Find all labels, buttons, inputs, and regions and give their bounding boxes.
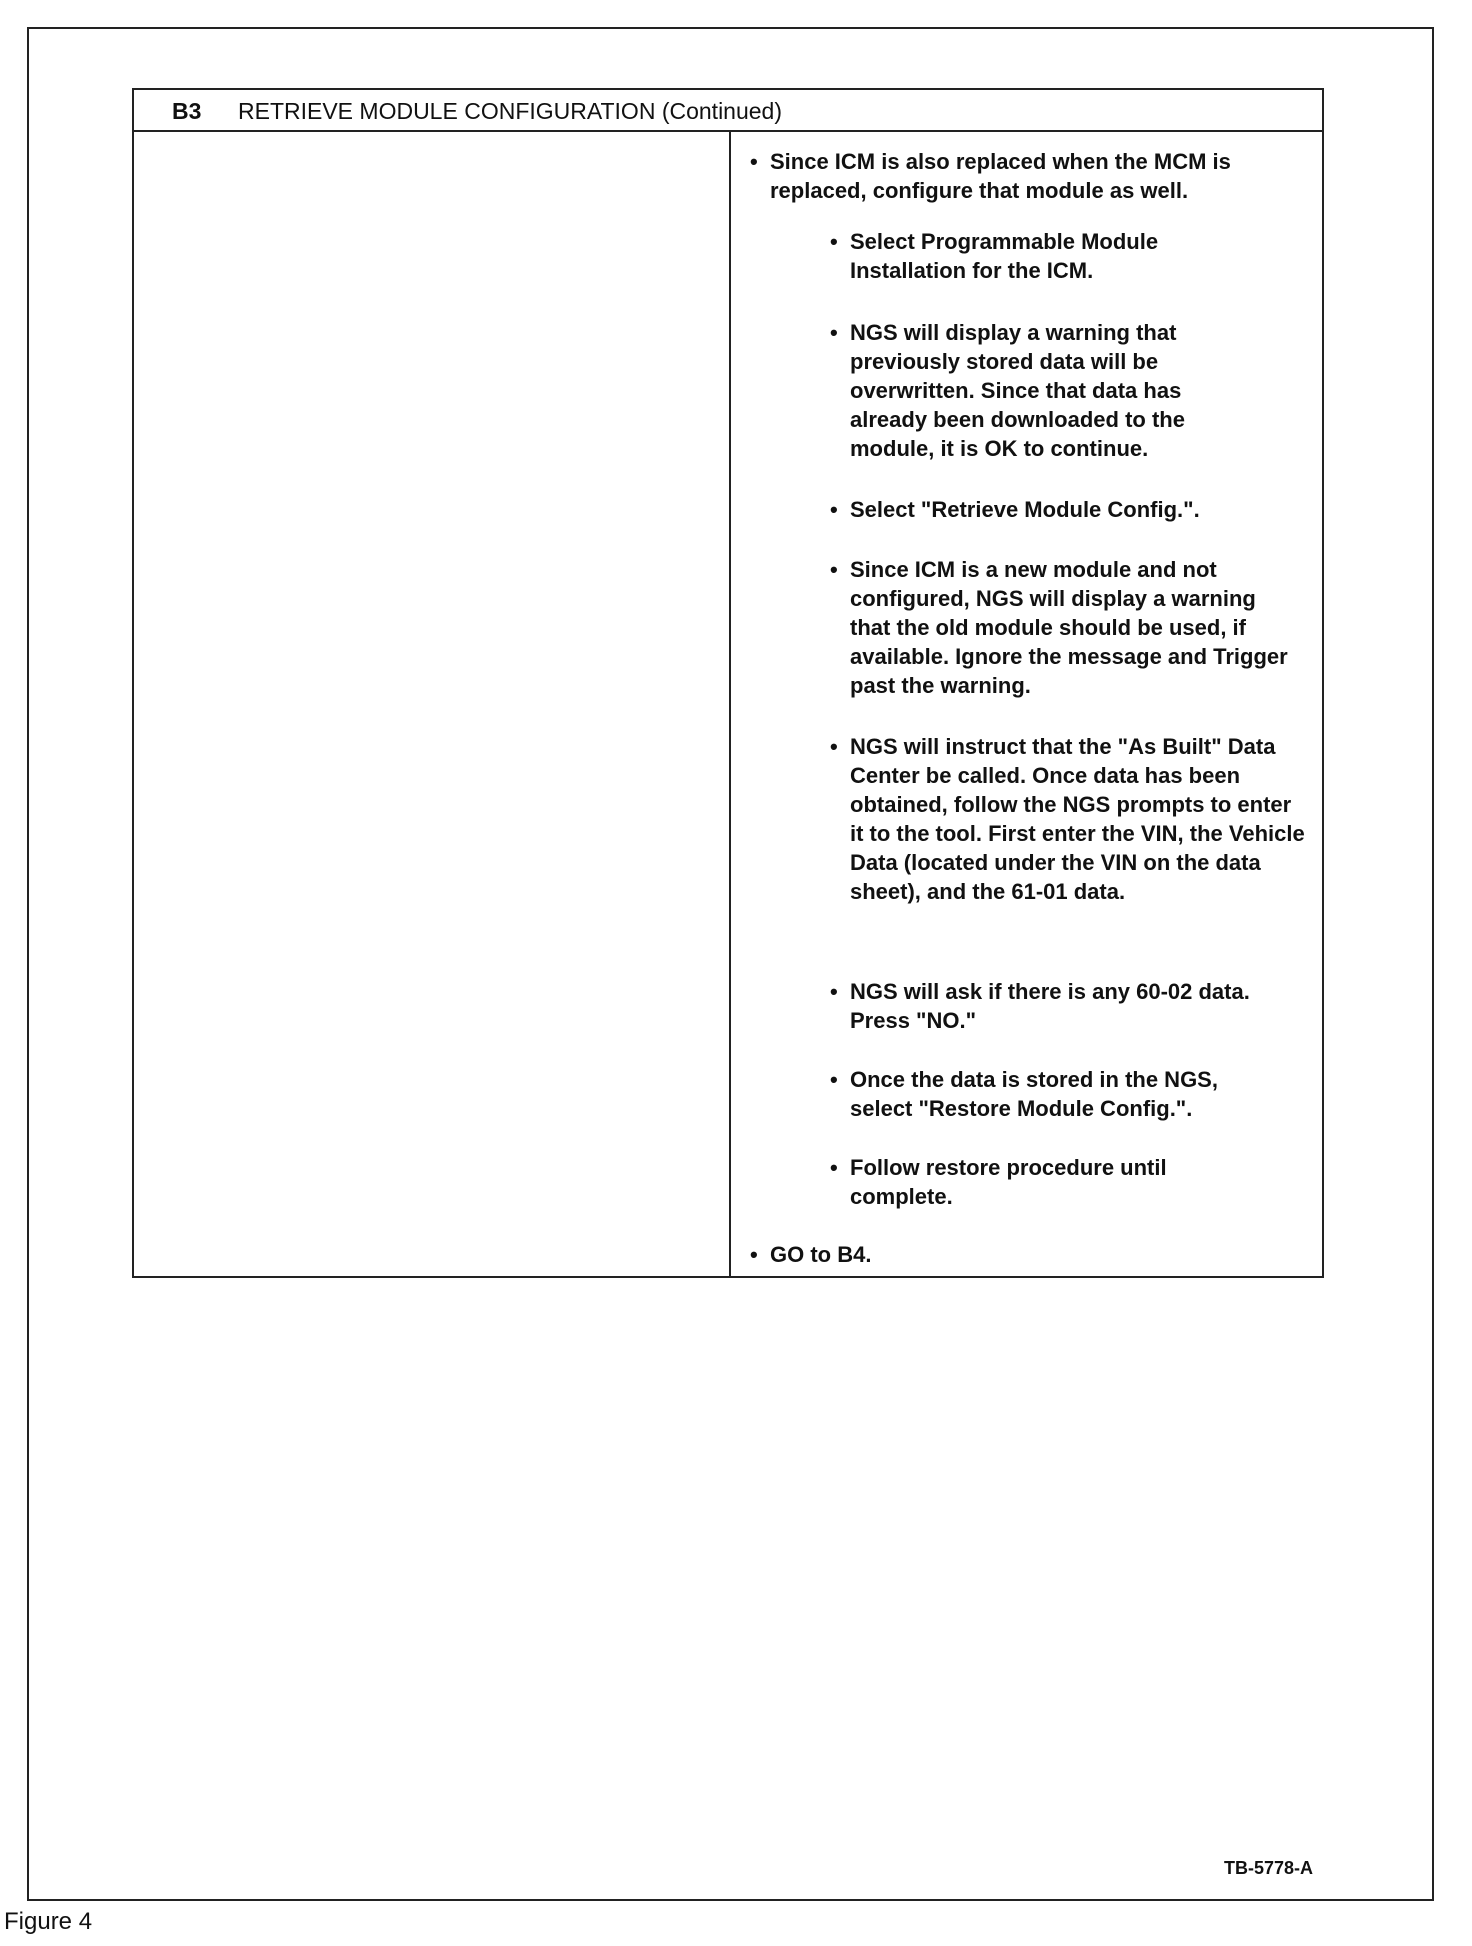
bullet: • xyxy=(830,734,838,759)
action-item: Since ICM is a new module and not configured, NGS will display a warning that the old module should be used, if available. Ignore the message and Trigger past the warning. xyxy=(850,557,1288,698)
column-divider xyxy=(729,132,731,1276)
action-item: NGS will instruct that the "As Built" Data Center be called. Once data has been obtained, follow the NGS prompts to enter it to the tool. First enter the VIN, the Vehicle Data (located under the VIN on the data sheet), and the 61-01 data. xyxy=(850,734,1305,904)
bullet: • xyxy=(750,149,758,174)
table-header xyxy=(134,90,1322,132)
bullet: • xyxy=(830,557,838,582)
step-title: RETRIEVE MODULE CONFIGURATION (Continued) xyxy=(238,98,783,124)
bullet: • xyxy=(830,979,838,1004)
action-item: NGS will display a warning that previously stored data will be overwritten. Since that data has already been downloaded to the module, it is OK to continue. xyxy=(850,320,1185,461)
bullet: • xyxy=(830,229,838,254)
figure-caption: Figure 4 xyxy=(4,1908,93,1935)
action-item: Select "Retrieve Module Config.". xyxy=(850,497,1200,522)
step-code: B3 xyxy=(172,98,202,124)
action-item: Select Programmable Module Installation for the ICM. xyxy=(850,229,1159,283)
bullet: • xyxy=(830,1067,838,1092)
action-item: GO to B4. xyxy=(770,1242,872,1267)
figure-id: TB-5778-A xyxy=(1224,1858,1314,1878)
procedure-table xyxy=(132,88,1324,1278)
action-item: Follow restore procedure until complete. xyxy=(850,1155,1167,1209)
action-item: Since ICM is also replaced when the MCM is replaced, configure that module as well. xyxy=(770,149,1231,203)
bullet: • xyxy=(830,320,838,345)
bullet: • xyxy=(750,1242,758,1267)
action-item: NGS will ask if there is any 60-02 data. Press "NO." xyxy=(850,979,1250,1033)
action-item: Once the data is stored in the NGS, select "Restore Module Config.". xyxy=(850,1067,1218,1121)
bullet: • xyxy=(830,1155,838,1180)
bullet: • xyxy=(830,497,838,522)
